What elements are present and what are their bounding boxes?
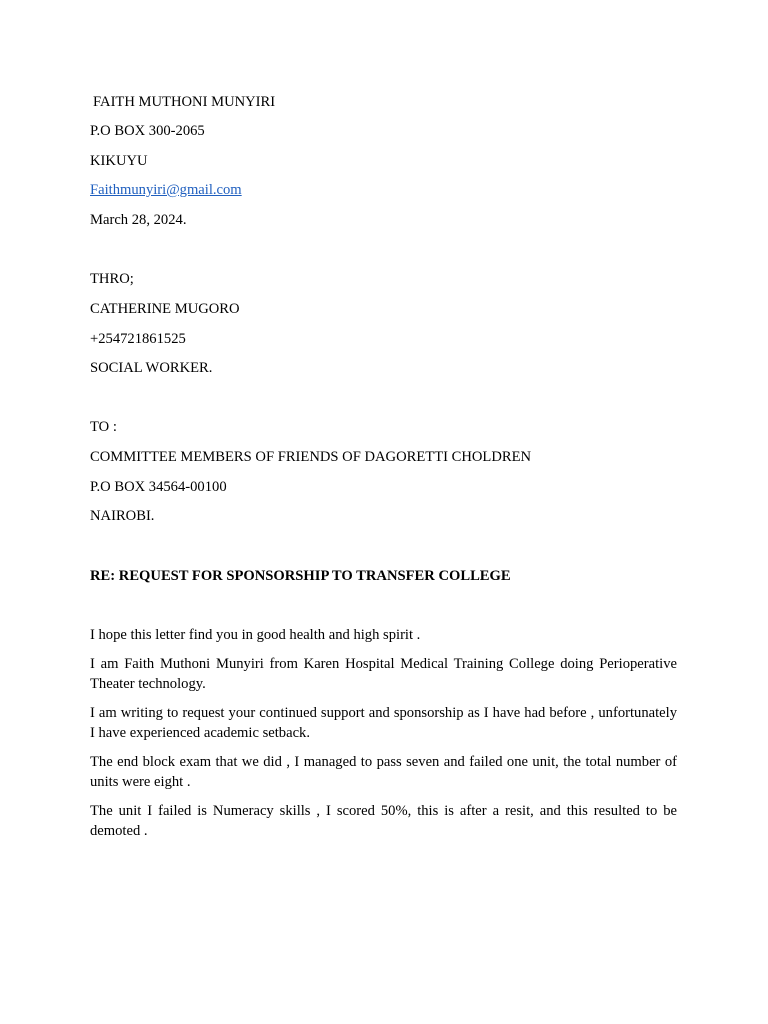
letter-subject: RE: REQUEST FOR SPONSORSHIP TO TRANSFER COLLEGE xyxy=(90,568,511,584)
body-paragraph-3: The end block exam that we did , I managed to pass seven and failed one unit, the total number of units were eight . xyxy=(90,754,677,790)
recipient-label: TO : xyxy=(90,419,117,435)
sender-town: KIKUYU xyxy=(90,153,148,169)
sender-po-box: P.O BOX 300-2065 xyxy=(90,123,205,139)
recipient-name: COMMITTEE MEMBERS OF FRIENDS OF DAGORETTI CHOLDREN xyxy=(90,449,532,465)
through-name: CATHERINE MUGORO xyxy=(90,301,240,317)
through-label: THRO; xyxy=(90,271,134,287)
through-phone: +254721861525 xyxy=(90,331,186,347)
letter-date: March 28, 2024. xyxy=(90,212,187,228)
body-paragraph-1: I am Faith Muthoni Munyiri from Karen Hospital Medical Training College doing Perioperative Theater technology. xyxy=(90,656,677,692)
greeting-paragraph: I hope this letter find you in good health and high spirit . xyxy=(90,627,421,643)
recipient-po-box: P.O BOX 34564-00100 xyxy=(90,479,227,495)
through-title: SOCIAL WORKER. xyxy=(90,360,213,376)
body-paragraph-4: The unit I failed is Numeracy skills , I scored 50%, this is after a resit, and this resulted to be demoted . xyxy=(90,803,677,839)
body-paragraph-2: I am writing to request your continued support and sponsorship as I have had before , unfortunately I have experienced academic setback. xyxy=(90,705,677,741)
sender-email-link[interactable]: Faithmunyiri@gmail.com xyxy=(90,182,242,198)
recipient-town: NAIROBI. xyxy=(90,508,155,524)
sender-name: FAITH MUTHONI MUNYIRI xyxy=(93,94,276,110)
